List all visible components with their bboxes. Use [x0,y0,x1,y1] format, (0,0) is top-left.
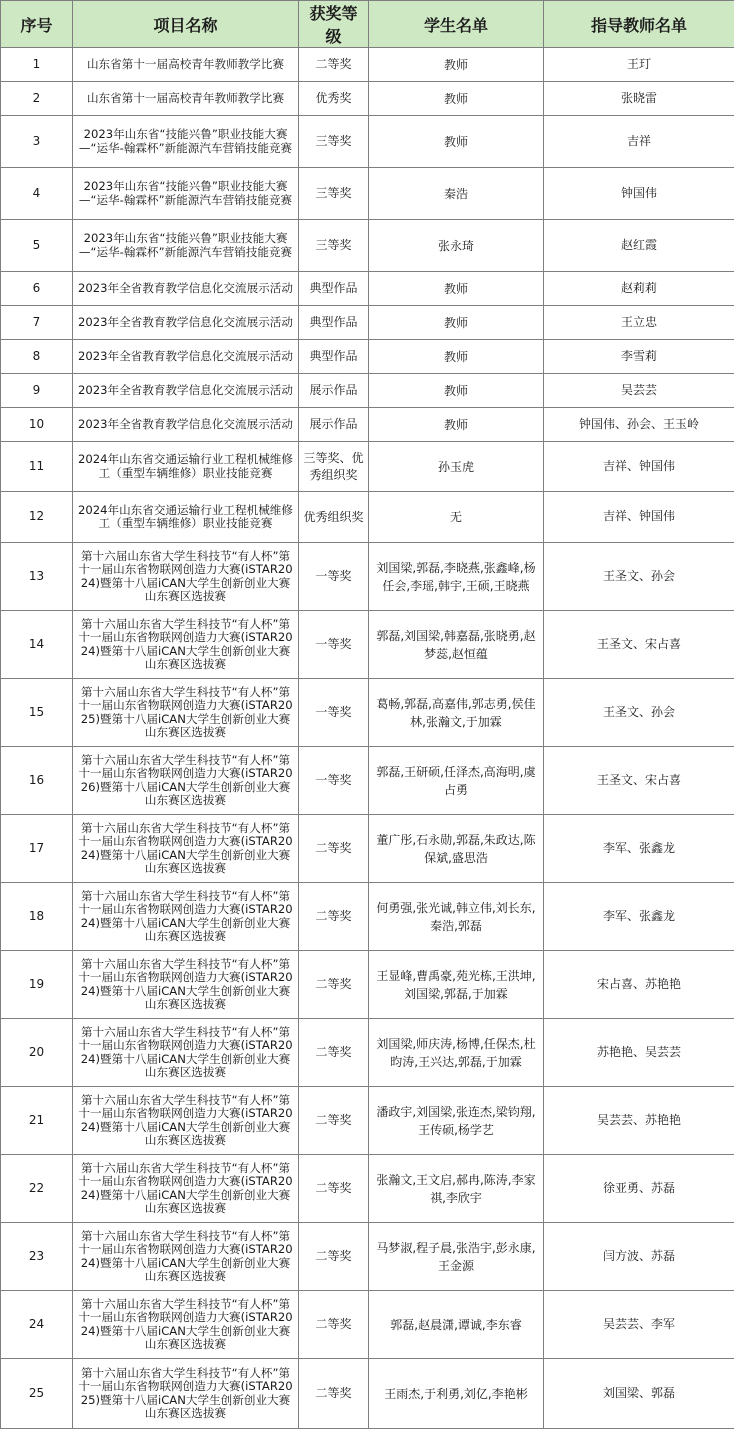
teacher-list: 吴芸芸、李军 [544,1291,734,1359]
student-list: 董广彤,石永勋,郭磊,朱政达,陈保斌,盛思浩 [369,815,544,883]
teacher-list: 吴芸芸 [544,374,734,408]
table-row [1,679,734,747]
award-level: 二等奖 [299,951,369,1019]
row-index: 4 [1,168,73,220]
table-row [1,272,734,306]
student-list: 教师 [369,272,544,306]
award-level: 展示作品 [299,374,369,408]
project-name: 第十六届山东省大学生科技节“有人杯”第十一届山东省物联网创造力大赛(iSTAR2025)暨第十八届iCAN大学生创新创业大赛山东赛区选拔赛 [73,1359,299,1429]
project-name: 2023年山东省“技能兴鲁”职业技能大赛—“运华-翰霖杯”新能源汽车营销技能竞赛 [73,116,299,168]
award-level: 二等奖 [299,1019,369,1087]
project-name: 山东省第十一届高校青年教师教学比赛 [73,48,299,82]
student-list: 何勇强,张光诚,韩立伟,刘长东,秦浩,郭磊 [369,883,544,951]
row-index: 25 [1,1359,73,1429]
award-level: 二等奖 [299,815,369,883]
teacher-list: 张晓雷 [544,82,734,116]
student-list: 刘国梁,郭磊,李晓燕,张鑫峰,杨任会,李瑶,韩宇,王硕,王晓燕 [369,543,544,611]
row-index: 12 [1,492,73,543]
table-row [1,543,734,611]
teacher-list: 王立忠 [544,306,734,340]
row-index: 6 [1,272,73,306]
row-index: 11 [1,442,73,492]
row-index: 19 [1,951,73,1019]
teacher-list: 吴芸芸、苏艳艳 [544,1087,734,1155]
table-row [1,116,734,168]
project-name: 2023年全省教育教学信息化交流展示活动 [73,408,299,442]
table-row [1,220,734,272]
student-list: 张永琦 [369,220,544,272]
table-row [1,1223,734,1291]
table-row [1,340,734,374]
row-index: 13 [1,543,73,611]
table-row [1,1359,734,1429]
teacher-list: 王圣文、孙会 [544,543,734,611]
student-list: 潘政宇,刘国梁,张连杰,梁钧翔,王传硕,杨学艺 [369,1087,544,1155]
header-students: 学生名单 [369,1,544,48]
project-name: 第十六届山东省大学生科技节“有人杯”第十一届山东省物联网创造力大赛(iSTAR2026)暨第十八届iCAN大学生创新创业大赛山东赛区选拔赛 [73,747,299,815]
table-row [1,82,734,116]
teacher-list: 李雪莉 [544,340,734,374]
project-name: 2024年山东省交通运输行业工程机械维修工（重型车辆维修）职业技能竞赛 [73,492,299,543]
header-index: 序号 [1,1,73,48]
teacher-list: 吉祥 [544,116,734,168]
project-name: 第十六届山东省大学生科技节“有人杯”第十一届山东省物联网创造力大赛(iSTAR2024)暨第十八届iCAN大学生创新创业大赛山东赛区选拔赛 [73,1291,299,1359]
student-list: 王显峰,曹禹豪,苑光栋,王洪坤,刘国梁,郭磊,于加霖 [369,951,544,1019]
row-index: 23 [1,1223,73,1291]
table-row [1,951,734,1019]
header-row [1,1,734,48]
award-level: 二等奖 [299,1087,369,1155]
student-list: 教师 [369,374,544,408]
teacher-list: 刘国梁、郭磊 [544,1359,734,1429]
award-level: 优秀组织奖 [299,492,369,543]
row-index: 18 [1,883,73,951]
student-list: 张瀚文,王文启,郝冉,陈涛,李家祺,李欣宇 [369,1155,544,1223]
table-row [1,611,734,679]
table-row [1,374,734,408]
award-level: 展示作品 [299,408,369,442]
row-index: 15 [1,679,73,747]
project-name: 2023年山东省“技能兴鲁”职业技能大赛—“运华-翰霖杯”新能源汽车营销技能竞赛 [73,220,299,272]
award-level: 二等奖 [299,883,369,951]
table-row [1,442,734,492]
award-level: 三等奖、优秀组织奖 [299,442,369,492]
award-level: 二等奖 [299,48,369,82]
project-name: 第十六届山东省大学生科技节“有人杯”第十一届山东省物联网创造力大赛(iSTAR2024)暨第十八届iCAN大学生创新创业大赛山东赛区选拔赛 [73,1223,299,1291]
header-award: 获奖等级 [299,1,369,48]
project-name: 2023年山东省“技能兴鲁”职业技能大赛—“运华-翰霖杯”新能源汽车营销技能竞赛 [73,168,299,220]
teacher-list: 徐亚勇、苏磊 [544,1155,734,1223]
student-list: 王雨杰,于利勇,刘亿,李艳彬 [369,1359,544,1429]
project-name: 第十六届山东省大学生科技节“有人杯”第十一届山东省物联网创造力大赛(iSTAR2025)暨第十八届iCAN大学生创新创业大赛山东赛区选拔赛 [73,679,299,747]
row-index: 16 [1,747,73,815]
project-name: 第十六届山东省大学生科技节“有人杯”第十一届山东省物联网创造力大赛(iSTAR2024)暨第十八届iCAN大学生创新创业大赛山东赛区选拔赛 [73,611,299,679]
table-row [1,306,734,340]
teacher-list: 王圣文、宋占喜 [544,611,734,679]
project-name: 2024年山东省交通运输行业工程机械维修工（重型车辆维修）职业技能竞赛 [73,442,299,492]
row-index: 20 [1,1019,73,1087]
teacher-list: 钟国伟 [544,168,734,220]
project-name: 第十六届山东省大学生科技节“有人杯”第十一届山东省物联网创造力大赛(iSTAR2024)暨第十八届iCAN大学生创新创业大赛山东赛区选拔赛 [73,543,299,611]
table-row [1,48,734,82]
award-level: 一等奖 [299,747,369,815]
teacher-list: 王玎 [544,48,734,82]
teacher-list: 钟国伟、孙会、王玉岭 [544,408,734,442]
project-name: 2023年全省教育教学信息化交流展示活动 [73,272,299,306]
teacher-list: 宋占喜、苏艳艳 [544,951,734,1019]
student-list: 无 [369,492,544,543]
project-name: 第十六届山东省大学生科技节“有人杯”第十一届山东省物联网创造力大赛(iSTAR2024)暨第十八届iCAN大学生创新创业大赛山东赛区选拔赛 [73,883,299,951]
award-level: 一等奖 [299,611,369,679]
student-list: 秦浩 [369,168,544,220]
table-row [1,883,734,951]
teacher-list: 李军、张鑫龙 [544,883,734,951]
teacher-list: 赵红霞 [544,220,734,272]
teacher-list: 王圣文、孙会 [544,679,734,747]
table-row [1,747,734,815]
row-index: 9 [1,374,73,408]
student-list: 教师 [369,340,544,374]
teacher-list: 吉祥、钟国伟 [544,442,734,492]
student-list: 葛畅,郭磊,高嘉伟,郭志勇,侯佳林,张瀚文,于加霖 [369,679,544,747]
table-row [1,1087,734,1155]
student-list: 教师 [369,306,544,340]
row-index: 22 [1,1155,73,1223]
row-index: 8 [1,340,73,374]
award-level: 一等奖 [299,679,369,747]
project-name: 山东省第十一届高校青年教师教学比赛 [73,82,299,116]
table-row [1,815,734,883]
row-index: 2 [1,82,73,116]
table-row [1,408,734,442]
award-level: 典型作品 [299,306,369,340]
row-index: 3 [1,116,73,168]
teacher-list: 李军、张鑫龙 [544,815,734,883]
award-level: 优秀奖 [299,82,369,116]
award-level: 一等奖 [299,543,369,611]
award-level: 二等奖 [299,1359,369,1429]
project-name: 2023年全省教育教学信息化交流展示活动 [73,374,299,408]
teacher-list: 苏艳艳、吴芸芸 [544,1019,734,1087]
award-level: 二等奖 [299,1155,369,1223]
header-project: 项目名称 [73,1,299,48]
table-body [1,48,734,1429]
teacher-list: 吉祥、钟国伟 [544,492,734,543]
project-name: 第十六届山东省大学生科技节“有人杯”第十一届山东省物联网创造力大赛(iSTAR2024)暨第十八届iCAN大学生创新创业大赛山东赛区选拔赛 [73,1155,299,1223]
project-name: 第十六届山东省大学生科技节“有人杯”第十一届山东省物联网创造力大赛(iSTAR2024)暨第十八届iCAN大学生创新创业大赛山东赛区选拔赛 [73,951,299,1019]
student-list: 教师 [369,408,544,442]
student-list: 郭磊,王研硕,任泽杰,高海明,虞占勇 [369,747,544,815]
student-list: 教师 [369,48,544,82]
student-list: 郭磊,赵晨潇,谭诚,李东睿 [369,1291,544,1359]
table-row [1,1019,734,1087]
project-name: 第十六届山东省大学生科技节“有人杯”第十一届山东省物联网创造力大赛(iSTAR2024)暨第十八届iCAN大学生创新创业大赛山东赛区选拔赛 [73,815,299,883]
project-name: 第十六届山东省大学生科技节“有人杯”第十一届山东省物联网创造力大赛(iSTAR2024)暨第十八届iCAN大学生创新创业大赛山东赛区选拔赛 [73,1087,299,1155]
project-name: 2023年全省教育教学信息化交流展示活动 [73,340,299,374]
student-list: 刘国梁,师庆涛,杨博,任保杰,杜昀涛,王兴达,郭磊,于加霖 [369,1019,544,1087]
table-row [1,1155,734,1223]
row-index: 10 [1,408,73,442]
student-list: 马梦淑,程子晨,张浩宇,彭永康,王金源 [369,1223,544,1291]
table-row [1,492,734,543]
student-list: 郭磊,刘国梁,韩嘉磊,张晓勇,赵梦蕊,赵恒蕴 [369,611,544,679]
award-level: 二等奖 [299,1223,369,1291]
award-level: 典型作品 [299,272,369,306]
row-index: 7 [1,306,73,340]
row-index: 17 [1,815,73,883]
row-index: 14 [1,611,73,679]
award-level: 三等奖 [299,116,369,168]
table-row [1,168,734,220]
row-index: 5 [1,220,73,272]
row-index: 24 [1,1291,73,1359]
row-index: 1 [1,48,73,82]
row-index: 21 [1,1087,73,1155]
teacher-list: 王圣文、宋占喜 [544,747,734,815]
teacher-list: 赵莉莉 [544,272,734,306]
award-level: 三等奖 [299,220,369,272]
award-level: 二等奖 [299,1291,369,1359]
award-level: 典型作品 [299,340,369,374]
header-teachers: 指导教师名单 [544,1,734,48]
project-name: 第十六届山东省大学生科技节“有人杯”第十一届山东省物联网创造力大赛(iSTAR2024)暨第十八届iCAN大学生创新创业大赛山东赛区选拔赛 [73,1019,299,1087]
project-name: 2023年全省教育教学信息化交流展示活动 [73,306,299,340]
student-list: 教师 [369,82,544,116]
student-list: 孙玉虎 [369,442,544,492]
teacher-list: 闫方波、苏磊 [544,1223,734,1291]
award-level: 三等奖 [299,168,369,220]
table-row [1,1291,734,1359]
student-list: 教师 [369,116,544,168]
